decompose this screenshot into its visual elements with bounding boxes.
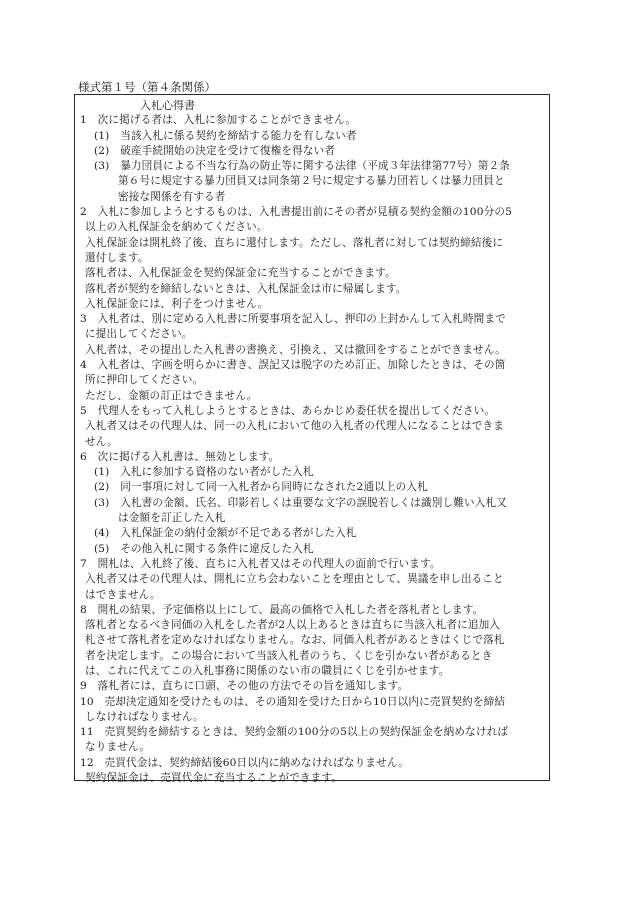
text-line: 落札者は、入札保証金を契約保証金に充当することができます。: [85, 267, 396, 280]
form-number-heading: 様式第１号（第４条関係）: [78, 80, 216, 94]
text-line: 密接な関係を有する者: [118, 190, 226, 203]
text-line: 10 売却決定通知を受けたものは、その通知を受けた日から10日以内に売買契約を締結: [80, 695, 506, 708]
text-line: 8 開札の結果、予定価格以上にして、最高の価格で入札した者を落札者とします。: [80, 603, 484, 616]
text-line: は、これに代えてこの入札事務に関係のない市の職員にくじを引かせます。: [85, 664, 450, 677]
document-body: [80, 113, 545, 786]
document-title: 入札心得書: [140, 99, 195, 112]
text-line: 7 開札は、入札終了後、直ちに入札者又はその代理人の面前で行います。: [80, 557, 441, 570]
text-line: 4 入札者は、字画を明らかに書き、誤記又は脱字のため訂正、加除したときは、その箇: [80, 359, 506, 372]
text-line: 3 入札者は、別に定める入札書に所要事項を記入し、押印の上封かんして入札時間まで: [80, 313, 506, 326]
text-line: 11 売買契約を締結するときは、契約金額の100分の5以上の契約保証金を納めなければ: [80, 726, 509, 739]
text-line: に提出してください。: [85, 328, 193, 341]
text-line: ただし、金額の訂正はできません。: [85, 389, 258, 402]
text-line: 6 次に掲げる入札書は、無効とします。: [80, 450, 280, 463]
text-line: (1) 当該入札に係る契約を締結する能力を有しない者: [94, 129, 357, 142]
document-frame: [74, 94, 550, 785]
text-line: 還付します。: [85, 251, 149, 264]
text-line: 1 次に掲げる者は、入札に参加することができません。: [80, 114, 357, 127]
text-line: (4) 入札保証金の納付金額が不足である者がした入札: [94, 527, 357, 540]
text-line: せん。: [85, 435, 118, 448]
text-line: 5 代理人をもって入札しようとするときは、あらかじめ委任状を提出してください。: [80, 404, 496, 417]
text-line: なりません。: [85, 741, 151, 754]
text-line: 入札者は、その提出した入札書の書換え、引換え、又は撤回をすることができません。: [85, 343, 506, 356]
text-line: は金額を訂正した入札: [118, 512, 226, 525]
text-line: (1) 入札に参加する資格のない者がした入札: [94, 466, 314, 479]
text-line: 第６号に規定する暴力団員又は同条第２号に規定する暴力団若しくは暴力団員と: [118, 175, 505, 188]
text-line: 入札保証金は開札終了後、直ちに還付します。ただし、落札者に対しては契約締結後に: [85, 236, 504, 249]
text-line: 入札者又はその代理人は、同一の入札において他の入札者の代理人になることはできま: [85, 420, 505, 433]
text-line: (2) 同一事項に対して同一入札者から同時になされた2通以上の入札: [94, 481, 428, 494]
text-line: 者を決定します。この場合において当該入札者のうち、くじを引かない者があるとき: [85, 649, 493, 662]
text-line: 落札者が契約を締結しないときは、入札保証金は市に帰属します。: [85, 282, 407, 295]
text-line: 契約保証金は、売買代金に充当することができます。: [85, 772, 342, 785]
text-line: 入札保証金には、利子をつけません。: [85, 297, 269, 310]
text-line: 2 入札に参加しようとするものは、入札書提出前にその者が見積る契約金額の100分の5: [80, 206, 512, 219]
text-line: 落札者となるべき同価の入札をした者が2人以上あるときは直ちに当該入札者に追加入: [85, 619, 501, 632]
text-line: 所に押印してください。: [85, 374, 204, 387]
text-line: しなければなりません。: [85, 710, 204, 723]
text-line: はできません。: [85, 588, 161, 601]
text-line: (2) 破産手続開始の決定を受けて復権を得ない者: [94, 144, 336, 157]
text-line: 12 売買代金は、契約締結後60日以内に納めなければなりません。: [80, 756, 410, 769]
text-line: (3) 入札書の金額、氏名、印影若しくは重要な文字の誤脱若しくは識別し難い入札又: [94, 496, 507, 509]
text-line: 入札者又はその代理人は、開札に立ち会わないことを理由として、異議を申し出ること: [85, 573, 504, 586]
text-line: (5) その他入札に関する条件に違反した入札: [94, 542, 314, 555]
text-line: 札させて落札者を定めなければなりません。なお、同価入札者があるときはくじで落札: [85, 634, 505, 647]
text-line: 9 落札者には、直ちに口頭、その他の方法でその旨を通知します。: [80, 680, 409, 693]
text-line: (3) 暴力団員による不当な行為の防止等に関する法律（平成３年法律第77号）第２条: [94, 160, 511, 173]
text-line: 以上の入札保証金を納めてください。: [85, 221, 268, 234]
